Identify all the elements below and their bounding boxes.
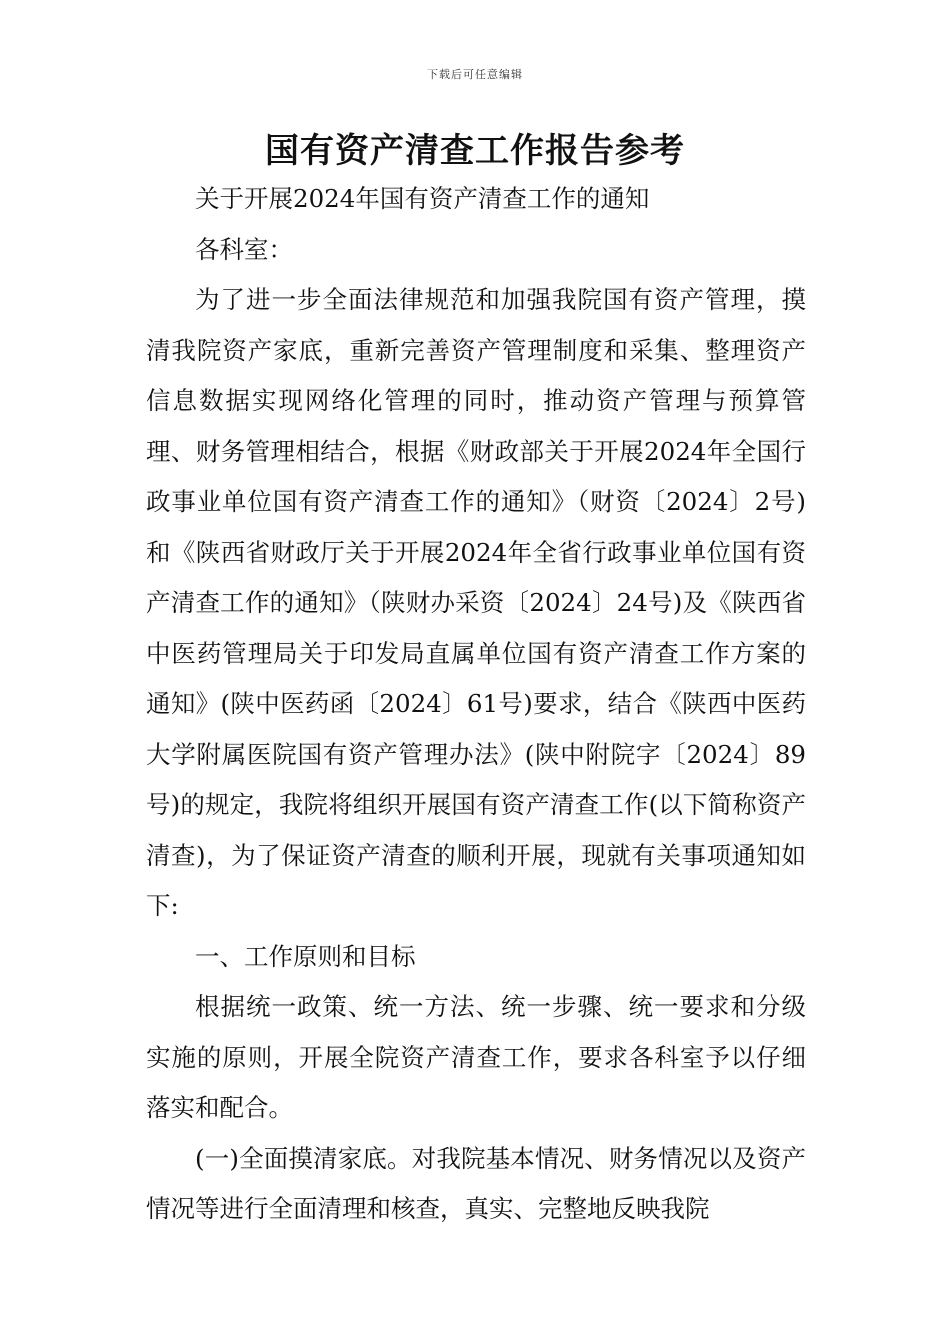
intro-paragraph: 为了进一步全面法律规范和加强我院国有资产管理，摸清我院资产家底，重新完善资产管理制度和采集、整理资产信息数据实现网络化管理的同时，推动资产管理与预算管理、财务管理相结合，根据《财政部关于开展2024年全国行政事业单位国有资产清查工作的通知》（财资〔2024〕2号)和《陕西省财政厅关于开展2024年全省行政事业单位国有资产清查工作的通知》（陕财办采资〔2024〕24号)及《陕西省中医药管理局关于印发局直属单位国有资产清查工作方案的通知》(陕中医药函〔2024〕61号)要求，结合《陕西中医药大学附属医院国有资产管理办法》(陕中附院字〔2024〕89号)的规定，我院将组织开展国有资产清查工作(以下简称资产清查)，为了保证资产清查的顺利开展，现就有关事项通知如下: (146, 285, 806, 920)
section-heading: 一、工作原则和目标 (195, 941, 416, 971)
document-body (146, 174, 806, 1235)
salutation: 各科室： (195, 234, 293, 264)
subsection-paragraph: (一)全面摸清家底。对我院基本情况、财务情况以及资产情况等进行全面清理和核查，真实、完整地反映我院 (146, 1143, 806, 1223)
header-note: 下载后可任意编辑 (427, 68, 523, 81)
document-title: 国有资产清查工作报告参考 (265, 131, 685, 171)
principle-paragraph: 根据统一政策、统一方法、统一步骤、统一要求和分级实施的原则，开展全院资产清查工作，要求各科室予以仔细落实和配合。 (146, 992, 806, 1122)
notice-heading: 关于开展2024年国有资产清查工作的通知 (195, 184, 650, 213)
